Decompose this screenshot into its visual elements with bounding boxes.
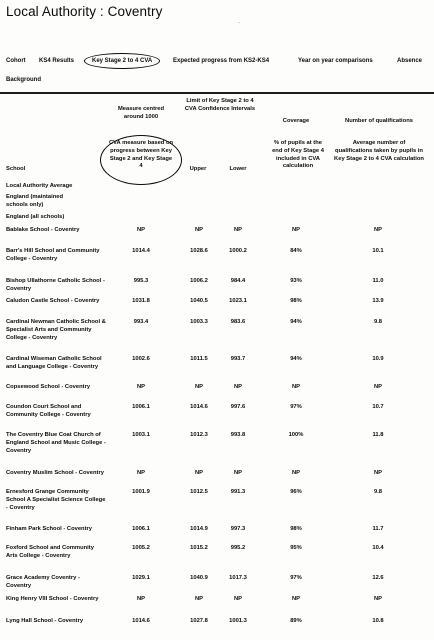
table-row-school: Foxford School and Community Arts College - Coventry [6,545,94,559]
cva-value: 1006.1 [132,526,150,532]
summary-england-all: England (all schools) [6,214,65,220]
qualifications-value: NP [373,384,383,390]
qualifications-value: NP [373,596,383,602]
table-row-school: Cardinal Newman Catholic School & Specialist Arts and Community College - Coventry [6,319,106,341]
lower-limit: 1000.2 [229,248,247,254]
qualifications-value: NP [373,227,383,233]
cva-value: NP [136,384,146,390]
upper-limit: 1040.9 [190,575,208,581]
coverage-value: NP [291,470,301,476]
cva-value: NP [136,227,146,233]
qualifications-value: 11.7 [372,526,384,532]
qualifications-value: NP [373,470,383,476]
table-row-school: Grace Academy Coventry - Coventry [6,575,80,589]
lower-limit: 993.7 [230,356,246,362]
table-row-school: The Coventry Blue Coat Church of England School and Music College - Coventry [6,432,106,454]
lower-limit: 993.8 [230,432,246,438]
cva-value: NP [136,596,146,602]
header-school: School [6,166,26,172]
coverage-value: NP [291,227,301,233]
tab-absence[interactable]: Absence [397,58,423,64]
lower-limit: 1023.1 [229,298,247,304]
coverage-value: 94% [290,356,302,362]
cva-value: 995.3 [133,278,149,284]
upper-limit: 1028.6 [190,248,208,254]
tab-ks2-ks4-cva[interactable]: Key Stage 2 to 4 CVA [84,53,160,69]
upper-limit: 1011.5 [190,356,208,362]
upper-limit: 1015.2 [190,545,208,551]
upper-limit: NP [194,470,204,476]
upper-limit: 1014.6 [190,404,208,410]
coverage-value: 100% [288,432,304,438]
qualifications-value: 9.8 [373,319,383,325]
table-row-school: Bablake School - Coventry [6,227,80,233]
lower-limit: 983.6 [230,319,246,325]
header-coverage-sub: % of pupils at the end of Key Stage 4 included in CVA calculation [272,140,324,170]
stray-mark: · [238,20,240,26]
qualifications-value: 11.8 [372,432,384,438]
lower-limit: NP [233,596,243,602]
coverage-value: 94% [290,319,302,325]
coverage-value: NP [291,596,301,602]
upper-limit: NP [194,596,204,602]
upper-limit: NP [194,227,204,233]
table-row-school: Cardinal Wiseman Catholic School and Language College - Coventry [6,356,102,370]
lower-limit: 997.6 [230,404,246,410]
cva-value: 1029.1 [132,575,150,581]
tab-cohort[interactable]: Cohort [6,58,26,64]
qualifications-value: 10.9 [372,356,384,362]
coverage-value: 98% [290,298,302,304]
coverage-value: 98% [290,526,302,532]
coverage-value: NP [291,384,301,390]
tab-ks4-results[interactable]: KS4 Results [39,58,75,64]
upper-limit: 1006.2 [190,278,208,284]
cva-value: 1014.6 [132,618,150,624]
table-row-school: Coundon Court School and Community College - Coventry [6,404,91,418]
upper-limit: 1012.3 [190,432,208,438]
lower-limit: 984.4 [230,278,246,284]
qualifications-value: 11.0 [372,278,384,284]
table-row-school: Finham Park School - Coventry [6,526,93,532]
lower-limit: 1017.3 [229,575,247,581]
table-row-school: Ernesford Grange Community School A Specialist Science College - Coventry [6,489,106,511]
cva-value: 1002.6 [132,356,150,362]
lower-limit: NP [233,470,243,476]
qualifications-value: 10.4 [372,545,384,551]
cva-value: 1003.1 [132,432,150,438]
coverage-value: 97% [290,575,302,581]
qualifications-value: 9.8 [373,489,383,495]
table-row-school: Lyng Hall School - Coventry [6,618,84,624]
header-qualifications-sub: Average number of qualifications taken by pupils in Key Stage 2 to 4 CVA calculation [334,140,424,162]
cva-value: 1014.4 [132,248,150,254]
header-rule [0,92,434,94]
header-upper: Upper [189,166,207,172]
cva-value: 1005.2 [132,545,150,551]
cva-value: 1001.9 [132,489,150,495]
qualifications-value: 10.7 [372,404,384,410]
lower-limit: 1001.3 [229,618,247,624]
table-row-school: Caludon Castle School - Coventry [6,298,100,304]
upper-limit: 1040.5 [190,298,208,304]
table-row-school: Coventry Muslim School - Coventry [6,470,104,476]
summary-england-maintained: England (maintained schools only) [6,194,64,208]
coverage-value: 95% [290,545,302,551]
table-row-school: King Henry VIII School - Coventry [6,596,99,602]
header-cva-measure: CVA measure based on progress between Key Stage 2 and Key Stage 4 [108,140,174,170]
table-row-school: Bishop Ullathorne Catholic School - Coventry [6,278,105,292]
upper-limit: NP [194,384,204,390]
coverage-value: 96% [290,489,302,495]
cva-value: 1006.1 [132,404,150,410]
upper-limit: 1003.3 [190,319,208,325]
table-row-school: Copsewood School - Coventry [6,384,91,390]
lower-limit: 995.2 [230,545,246,551]
lower-limit: 997.3 [230,526,246,532]
cva-value: 1031.8 [132,298,150,304]
qualifications-value: 13.9 [372,298,384,304]
table-row-school: Barr's Hill School and Community College - Coventry [6,248,100,262]
tab-background[interactable]: Background [6,77,42,83]
tab-expected-progress[interactable]: Expected progress from KS2-KS4 [173,58,270,64]
upper-limit: 1027.8 [190,618,208,624]
header-qualifications: Number of qualifications [345,118,413,124]
header-lower: Lower [229,166,247,172]
coverage-value: 89% [290,618,302,624]
upper-limit: 1014.9 [190,526,208,532]
qualifications-value: 10.1 [372,248,384,254]
header-coverage: Coverage [282,118,310,124]
summary-la-average: Local Authority Average [6,183,73,189]
header-measure: Measure centred around 1000 [117,106,165,120]
lower-limit: NP [233,227,243,233]
qualifications-value: 12.6 [372,575,384,581]
cva-value: 993.4 [133,319,149,325]
tab-year-on-year[interactable]: Year on year comparisons [298,58,373,64]
page-title: Local Authority : Coventry [6,4,163,19]
upper-limit: 1012.5 [190,489,208,495]
coverage-value: 93% [290,278,302,284]
cva-value: NP [136,470,146,476]
coverage-value: 97% [290,404,302,410]
qualifications-value: 10.8 [372,618,384,624]
coverage-value: 84% [290,248,302,254]
lower-limit: NP [233,384,243,390]
header-confidence-limits: Limit of Key Stage 2 to 4 CVA Confidence Intervals [184,98,256,112]
lower-limit: 991.3 [230,489,246,495]
